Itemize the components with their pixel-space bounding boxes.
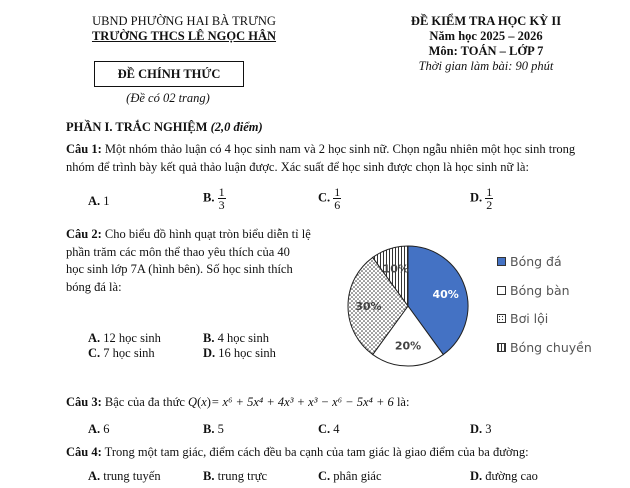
option-letter: B. [203,331,215,345]
option-letter: B. [203,469,215,483]
option-text: 7 học sinh [103,346,155,360]
q3-label: Câu 3: [66,395,102,409]
question-3: Câu 3: Bậc của đa thức Q(x)= x⁶ + 5x⁴ + 4x³ + x³ − x⁶ − 5x⁴ + 6 là: [66,395,410,409]
q2-option-d[interactable] [203,346,276,361]
fraction [485,186,493,211]
option-letter: D. [470,469,483,483]
question-2 [66,226,311,296]
option-text: 1 [103,194,110,208]
numerator: 1 [334,185,341,199]
legend-boi-loi-swatch [497,314,506,323]
legend-bong-da-swatch [497,257,506,266]
duration: Thời gian làm bài: 90 phút [418,59,554,73]
q1-option-b[interactable] [203,186,226,211]
q3-option-b[interactable] [203,422,224,437]
option-text: 4 [333,422,340,436]
option-letter: A. [88,194,101,208]
numerator: 1 [486,185,493,199]
q1-option-c[interactable] [318,186,341,211]
label-bong-da: 40% [432,287,459,301]
option-text: phân giác [333,469,382,483]
denominator: 6 [334,198,341,212]
q2-text: Cho biểu đồ hình quạt tròn biểu diễn tỉ lệ phần trăm các môn thể thao yêu thích của 40 học sinh lớp 7A (hình bên). Số học sinh thích bóng đá là: [66,227,311,294]
q3-option-c[interactable] [318,422,340,437]
option-letter: C. [318,469,331,483]
school-year: Năm học 2025 – 2026 [429,29,543,43]
label-bong-chuyen: 10% [382,262,409,276]
label-boi-loi: 30% [355,300,382,313]
section-points: (2,0 điểm) [210,120,263,134]
option-letter: B. [203,422,215,436]
q3-prefix: Bậc của đa thức [101,395,189,409]
legend-boi-loi-label: Bơi lội [510,311,549,326]
exam-title: ĐỀ KIỂM TRA HỌC KỲ II [410,14,562,28]
option-letter: D. [470,422,483,436]
fraction [218,186,226,211]
label-bong-ban: 20% [394,339,422,353]
option-letter: C. [88,346,101,360]
pages-note: (Đề có 02 trang) [126,91,210,105]
option-letter: D. [203,346,216,360]
option-letter: D. [470,190,483,205]
legend-bong-chuyen-swatch [497,343,506,352]
official-label: ĐỀ CHÍNH THỨC [117,67,221,81]
option-text: 6 [103,422,110,436]
legend-bong-ban-swatch [497,286,506,295]
q4-option-b[interactable] [203,469,267,484]
option-text: 16 học sinh [218,346,276,360]
q2-label: Câu 2: [66,227,102,241]
q1-text: Một nhóm thảo luận có 4 học sinh nam và 2 học sinh nữ. Chọn ngẫu nhiên một học sinh trong nhóm để trình bày kết quả thảo luận được. Xác suất để học sinh được chọn là học sinh nữ là: [66,142,576,174]
legend-bong-ban-label: Bóng bàn [510,282,570,298]
option-text: 5 [217,422,224,436]
q3-option-d[interactable] [470,422,492,437]
section-title: PHẦN I. TRẮC NGHIỆM [66,120,208,134]
option-text: 12 học sinh [103,331,161,345]
denominator: 2 [486,198,493,212]
q4-text: Trong một tam giác, điểm cách đều ba cạnh của tam giác là giao điểm của ba đường: [101,445,529,459]
q2-option-b[interactable] [203,331,269,346]
district-name: UBND PHƯỜNG HAI BÀ TRƯNG [92,14,276,28]
question-4 [66,445,529,460]
q2-option-a[interactable] [88,331,161,346]
legend-bong-da-label: Bóng đá [510,254,562,269]
option-text: trung tuyến [103,469,161,483]
q1-label: Câu 1: [66,142,102,156]
option-text: 4 học sinh [217,331,269,345]
option-letter: A. [88,422,101,436]
option-text: 3 [485,422,492,436]
q1-option-d[interactable] [470,186,493,211]
question-1 [66,141,586,176]
option-letter: C. [318,422,331,436]
option-text: đường cao [485,469,538,483]
legend-bong-chuyen-label: Bóng chuyền [510,339,592,355]
option-letter: B. [203,190,215,205]
section-heading [66,120,263,135]
q4-label: Câu 4: [66,445,102,459]
pie-chart [335,236,485,376]
option-letter: A. [88,331,101,345]
fraction [333,186,341,211]
numerator: 1 [218,185,225,199]
q4-option-c[interactable] [318,469,382,484]
official-box [94,61,244,87]
option-text: trung trực [217,469,268,483]
subject: Môn: TOÁN – LỚP 7 [428,44,544,58]
school-name: TRƯỜNG THCS LÊ NGỌC HÂN [91,29,277,43]
q1-option-a[interactable] [88,194,110,209]
q3-suffix: là: [393,395,410,409]
q3-polynomial: = x⁶ + 5x⁴ + 4x³ + x³ − x⁶ − 5x⁴ + 6 [210,395,394,409]
q3-var: x [201,395,207,409]
q3-option-a[interactable] [88,422,110,437]
option-letter: C. [318,190,331,205]
denominator: 3 [218,198,225,212]
q4-option-d[interactable] [470,469,538,484]
q2-option-c[interactable] [88,346,155,361]
q3-poly-name: Q [188,395,198,409]
q4-option-a[interactable] [88,469,161,484]
option-letter: A. [88,469,101,483]
